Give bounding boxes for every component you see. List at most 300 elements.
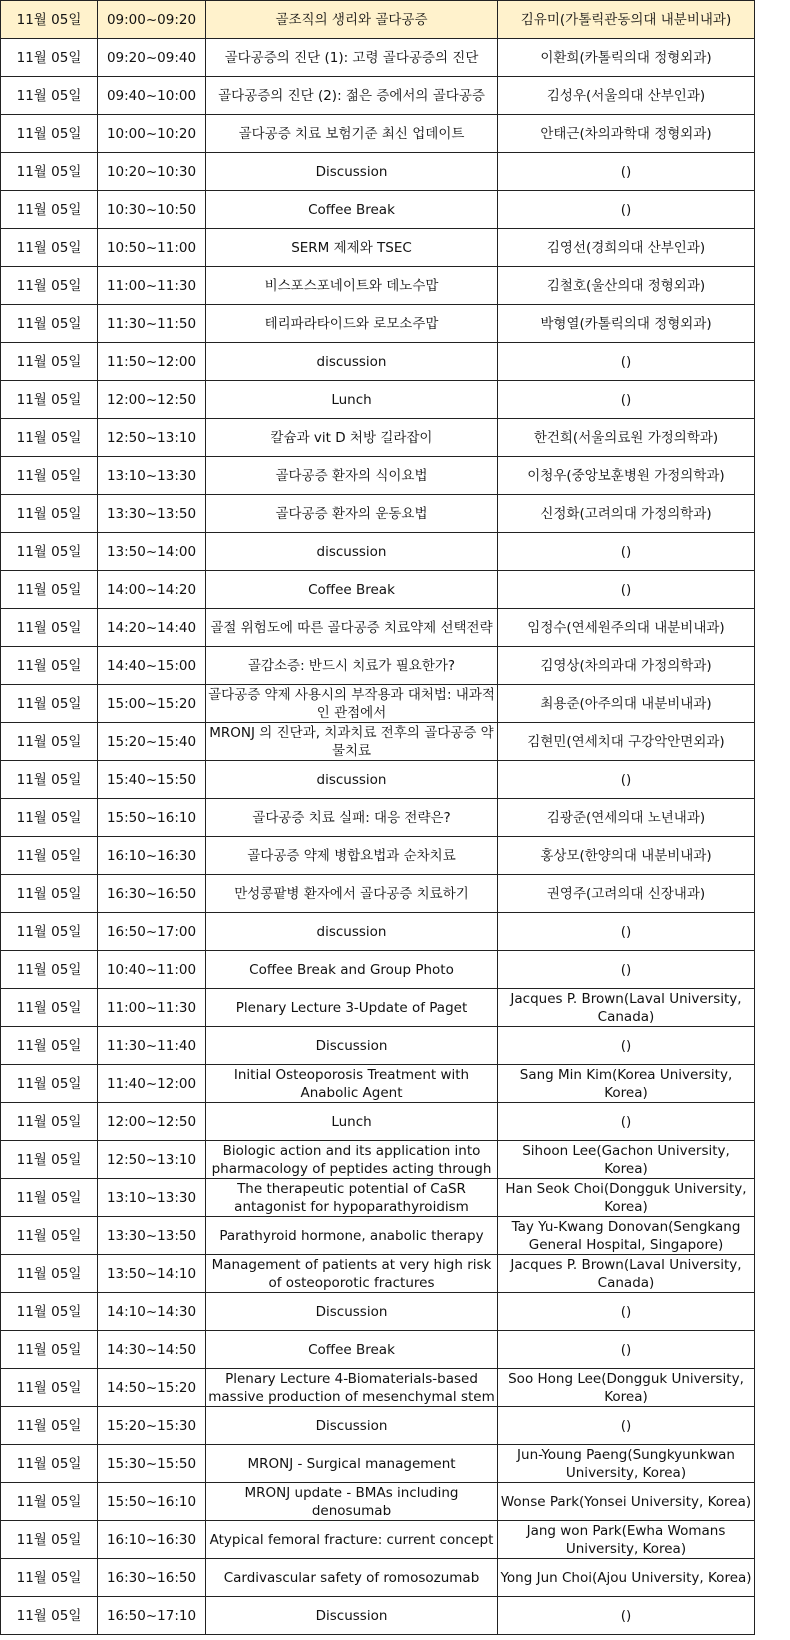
session-speaker: 김성우(서울의대 산부인과) — [546, 87, 706, 104]
session-date: 11월 05일 — [16, 505, 82, 522]
session-title-cell — [206, 1141, 498, 1179]
session-date: 11월 05일 — [16, 1531, 82, 1548]
session-date-cell — [1, 1255, 98, 1293]
session-title: MRONJ 의 진단과, 치과치료 전후의 골다공증 약물치료 — [209, 724, 494, 759]
session-date: 11월 05일 — [16, 923, 82, 940]
session-date: 11월 05일 — [16, 1607, 82, 1624]
session-time-cell — [98, 875, 206, 913]
session-title-cell — [206, 685, 498, 723]
session-time-cell — [98, 191, 206, 229]
session-date: 11월 05일 — [16, 49, 82, 66]
session-time-cell — [98, 267, 206, 305]
session-time: 15:20~15:40 — [106, 733, 197, 750]
session-time-cell — [98, 1407, 206, 1445]
session-speaker-cell — [498, 761, 755, 799]
schedule-row — [1, 1369, 755, 1407]
session-speaker-cell — [498, 533, 755, 571]
schedule-row — [1, 1331, 755, 1369]
session-time: 11:30~11:50 — [106, 315, 197, 332]
session-speaker: Han Seok Choi(Dongguk University, Korea) — [505, 1180, 747, 1215]
session-date-cell — [1, 1445, 98, 1483]
session-time-cell — [98, 685, 206, 723]
schedule-row — [1, 723, 755, 761]
session-date-cell — [1, 1103, 98, 1141]
session-date-cell — [1, 1331, 98, 1369]
session-title: Coffee Break — [308, 201, 395, 218]
session-speaker: 김현민(연세치대 구강악안면외과) — [527, 733, 725, 750]
schedule-row — [1, 1559, 755, 1597]
session-speaker-cell — [498, 913, 755, 951]
schedule-row — [1, 419, 755, 457]
session-date-cell — [1, 913, 98, 951]
session-date-cell — [1, 457, 98, 495]
session-speaker: 김영선(경희의대 산부인과) — [546, 239, 706, 256]
session-date: 11월 05일 — [16, 809, 82, 826]
schedule-row — [1, 1103, 755, 1141]
session-title-cell — [206, 989, 498, 1027]
session-speaker-cell — [498, 39, 755, 77]
session-speaker-cell — [498, 685, 755, 723]
session-time-cell — [98, 1445, 206, 1483]
session-time: 16:50~17:10 — [106, 1607, 197, 1624]
session-date-cell — [1, 419, 98, 457]
schedule-row — [1, 1217, 755, 1255]
session-date-cell — [1, 799, 98, 837]
session-date: 11월 05일 — [16, 1265, 82, 1282]
session-speaker: () — [620, 771, 632, 788]
session-time-cell — [98, 1103, 206, 1141]
session-title-cell — [206, 1, 498, 39]
session-time: 14:30~14:50 — [106, 1341, 197, 1358]
session-speaker-cell — [498, 457, 755, 495]
session-speaker-cell — [498, 1521, 755, 1559]
session-time: 11:50~12:00 — [106, 353, 197, 370]
schedule-row — [1, 495, 755, 533]
session-time: 11:40~12:00 — [106, 1075, 197, 1092]
session-speaker-cell — [498, 571, 755, 609]
session-speaker: Wonse Park(Yonsei University, Korea) — [500, 1493, 752, 1510]
session-speaker: 박형열(카톨릭의대 정형외과) — [540, 315, 712, 332]
session-speaker: () — [620, 1341, 632, 1358]
session-title-cell — [206, 381, 498, 419]
session-title: Coffee Break — [308, 581, 395, 598]
session-date: 11월 05일 — [16, 163, 82, 180]
session-speaker: () — [620, 1113, 632, 1130]
session-title-cell — [206, 1483, 498, 1521]
session-speaker-cell — [498, 1255, 755, 1293]
session-speaker-cell — [498, 267, 755, 305]
session-time: 15:30~15:50 — [106, 1455, 197, 1472]
session-title-cell — [206, 153, 498, 191]
session-time: 12:00~12:50 — [106, 391, 197, 408]
session-speaker: Jun-Young Paeng(Sungkyunkwan University, Korea) — [517, 1446, 735, 1481]
session-title-cell — [206, 1293, 498, 1331]
session-date: 11월 05일 — [16, 353, 82, 370]
session-time-cell — [98, 1559, 206, 1597]
session-title: 골다공증 약제 병합요법과 순차치료 — [247, 847, 456, 864]
session-title-cell — [206, 495, 498, 533]
session-title: MRONJ update - BMAs including denosumab — [244, 1484, 459, 1519]
schedule-row — [1, 115, 755, 153]
session-speaker-cell — [498, 875, 755, 913]
session-date-cell — [1, 761, 98, 799]
session-time-cell — [98, 495, 206, 533]
session-date: 11월 05일 — [16, 1493, 82, 1510]
session-time-cell — [98, 1597, 206, 1635]
session-speaker: () — [620, 1417, 632, 1434]
session-time-cell — [98, 609, 206, 647]
session-date-cell — [1, 837, 98, 875]
session-title-cell — [206, 1255, 498, 1293]
session-date-cell — [1, 1179, 98, 1217]
session-time: 10:00~10:20 — [106, 125, 197, 142]
session-speaker-cell — [498, 1331, 755, 1369]
session-speaker: () — [620, 581, 632, 598]
schedule-row — [1, 761, 755, 799]
session-date: 11월 05일 — [16, 1189, 82, 1206]
session-time-cell — [98, 1027, 206, 1065]
session-title: 테리파라타이드와 로모소주맙 — [264, 315, 439, 332]
session-title-cell — [206, 913, 498, 951]
session-speaker: 이환희(카톨릭의대 정형외과) — [540, 49, 712, 66]
session-title: Cardivascular safety of romosozumab — [223, 1569, 480, 1586]
schedule-row — [1, 685, 755, 723]
session-speaker: () — [620, 543, 632, 560]
schedule-row — [1, 1, 755, 39]
schedule-row — [1, 1179, 755, 1217]
session-time: 10:50~11:00 — [106, 239, 197, 256]
session-time: 16:30~16:50 — [106, 885, 197, 902]
session-title: 칼슘과 vit D 처방 길라잡이 — [270, 429, 433, 446]
session-date: 11월 05일 — [16, 581, 82, 598]
session-time: 11:00~11:30 — [106, 277, 197, 294]
session-title-cell — [206, 457, 498, 495]
session-speaker: 김광준(연세의대 노년내과) — [546, 809, 706, 826]
session-speaker: Jang won Park(Ewha Womans University, Korea) — [526, 1522, 726, 1557]
session-title-cell — [206, 837, 498, 875]
session-title-cell — [206, 191, 498, 229]
session-speaker: Soo Hong Lee(Dongguk University, Korea) — [508, 1370, 744, 1405]
session-title: Management of patients at very high risk of osteoporotic fractures — [211, 1256, 492, 1291]
session-date-cell — [1, 115, 98, 153]
session-date-cell — [1, 305, 98, 343]
session-speaker: () — [620, 1037, 632, 1054]
session-title: discussion — [316, 923, 387, 940]
session-speaker-cell — [498, 1483, 755, 1521]
session-time: 10:20~10:30 — [106, 163, 197, 180]
session-time: 15:50~16:10 — [106, 809, 197, 826]
session-speaker-cell — [498, 343, 755, 381]
session-date: 11월 05일 — [16, 315, 82, 332]
session-date: 11월 05일 — [16, 1455, 82, 1472]
session-time-cell — [98, 761, 206, 799]
session-title-cell — [206, 39, 498, 77]
session-date-cell — [1, 685, 98, 723]
session-title: Biologic action and its application into pharmacology of peptides acting through — [211, 1142, 492, 1177]
session-date-cell — [1, 267, 98, 305]
session-time-cell — [98, 799, 206, 837]
schedule-row — [1, 837, 755, 875]
session-title: Coffee Break and Group Photo — [249, 961, 454, 978]
session-time: 14:20~14:40 — [106, 619, 197, 636]
session-time-cell — [98, 419, 206, 457]
session-date-cell — [1, 229, 98, 267]
session-date: 11월 05일 — [16, 695, 82, 712]
session-title-cell — [206, 1065, 498, 1103]
session-title: discussion — [316, 353, 387, 370]
session-title: Lunch — [331, 391, 372, 408]
session-time-cell — [98, 533, 206, 571]
session-title-cell — [206, 1445, 498, 1483]
session-time-cell — [98, 837, 206, 875]
session-time: 16:10~16:30 — [106, 847, 197, 864]
schedule-row — [1, 1521, 755, 1559]
session-date-cell — [1, 343, 98, 381]
session-title: 만성콩팥병 환자에서 골다공증 치료하기 — [234, 885, 469, 902]
session-time-cell — [98, 723, 206, 761]
session-speaker-cell — [498, 647, 755, 685]
session-time-cell — [98, 305, 206, 343]
session-title: 골다공증 치료 보험기준 최신 업데이트 — [238, 125, 465, 142]
session-date: 11월 05일 — [16, 1075, 82, 1092]
session-title-cell — [206, 799, 498, 837]
session-time: 14:00~14:20 — [106, 581, 197, 598]
session-speaker: () — [620, 1607, 632, 1624]
session-speaker-cell — [498, 381, 755, 419]
session-time: 09:00~09:20 — [106, 11, 197, 28]
session-speaker-cell — [498, 153, 755, 191]
schedule-row — [1, 799, 755, 837]
session-date: 11월 05일 — [16, 961, 82, 978]
session-speaker-cell — [498, 1217, 755, 1255]
session-time-cell — [98, 1217, 206, 1255]
session-speaker-cell — [498, 1559, 755, 1597]
session-time: 13:50~14:00 — [106, 543, 197, 560]
session-date-cell — [1, 1141, 98, 1179]
session-speaker-cell — [498, 1293, 755, 1331]
session-speaker-cell — [498, 1407, 755, 1445]
schedule-row — [1, 989, 755, 1027]
session-speaker: 김철호(울산의대 정형외과) — [546, 277, 706, 294]
schedule-row — [1, 875, 755, 913]
session-speaker: Sang Min Kim(Korea University, Korea) — [519, 1066, 733, 1101]
session-title-cell — [206, 1103, 498, 1141]
session-date-cell — [1, 1597, 98, 1635]
session-title: Lunch — [331, 1113, 372, 1130]
session-date-cell — [1, 533, 98, 571]
session-title: Discussion — [315, 1417, 388, 1434]
session-time: 13:50~14:10 — [106, 1265, 197, 1282]
session-time: 12:00~12:50 — [106, 1113, 197, 1130]
session-date-cell — [1, 951, 98, 989]
session-title: Discussion — [315, 163, 388, 180]
schedule-row — [1, 229, 755, 267]
session-title: Atypical femoral fracture: current concept — [209, 1531, 494, 1548]
session-date: 11월 05일 — [16, 543, 82, 560]
session-date: 11월 05일 — [16, 1379, 82, 1396]
session-date: 11월 05일 — [16, 885, 82, 902]
session-title: discussion — [316, 771, 387, 788]
session-time: 16:30~16:50 — [106, 1569, 197, 1586]
session-speaker: 권영주(고려의대 신장내과) — [546, 885, 706, 902]
schedule-row — [1, 457, 755, 495]
session-time: 12:50~13:10 — [106, 429, 197, 446]
session-time-cell — [98, 153, 206, 191]
session-date: 11월 05일 — [16, 1037, 82, 1054]
session-speaker-cell — [498, 1027, 755, 1065]
session-date-cell — [1, 495, 98, 533]
session-speaker: () — [620, 1303, 632, 1320]
session-speaker: () — [620, 961, 632, 978]
schedule-row — [1, 267, 755, 305]
session-speaker-cell — [498, 989, 755, 1027]
session-date: 11월 05일 — [16, 277, 82, 294]
session-time: 15:50~16:10 — [106, 1493, 197, 1510]
session-speaker: 한건희(서울의료원 가정의학과) — [533, 429, 719, 446]
session-date-cell — [1, 571, 98, 609]
session-title: Initial Osteoporosis Treatment with Anabolic Agent — [233, 1066, 470, 1101]
session-date: 11월 05일 — [16, 467, 82, 484]
session-date-cell — [1, 723, 98, 761]
schedule-row — [1, 1445, 755, 1483]
schedule-body — [1, 1, 755, 1635]
session-title: Plenary Lecture 3-Update of Paget — [235, 999, 468, 1016]
session-time-cell — [98, 1293, 206, 1331]
session-title-cell — [206, 1597, 498, 1635]
schedule-row — [1, 1255, 755, 1293]
schedule-row — [1, 533, 755, 571]
session-speaker: 신정화(고려의대 가정의학과) — [540, 505, 712, 522]
session-title-cell — [206, 1407, 498, 1445]
session-speaker-cell — [498, 1, 755, 39]
session-speaker: Yong Jun Choi(Ajou University, Korea) — [500, 1569, 752, 1586]
schedule-row — [1, 381, 755, 419]
session-date-cell — [1, 1, 98, 39]
session-title-cell — [206, 875, 498, 913]
session-speaker: 안태근(차의과학대 정형외과) — [540, 125, 712, 142]
schedule-row — [1, 305, 755, 343]
session-speaker-cell — [498, 837, 755, 875]
session-date-cell — [1, 381, 98, 419]
session-title: Discussion — [315, 1037, 388, 1054]
schedule-row — [1, 1141, 755, 1179]
session-date-cell — [1, 1065, 98, 1103]
session-title: 골감소증: 반드시 치료가 필요한가? — [247, 657, 456, 674]
session-date: 11월 05일 — [16, 771, 82, 788]
session-date-cell — [1, 191, 98, 229]
session-time: 10:30~10:50 — [106, 201, 197, 218]
session-speaker-cell — [498, 1065, 755, 1103]
session-speaker: Jacques P. Brown(Laval University, Canada) — [510, 990, 742, 1025]
session-title: 골다공증 약제 사용시의 부작용과 대처법: 내과적인 관점에서 — [208, 686, 495, 721]
session-time: 09:40~10:00 — [106, 87, 197, 104]
session-time: 15:40~15:50 — [106, 771, 197, 788]
session-time-cell — [98, 229, 206, 267]
session-speaker: () — [620, 163, 632, 180]
session-speaker-cell — [498, 191, 755, 229]
session-speaker: Tay Yu-Kwang Donovan(Sengkang General Hospital, Singapore) — [511, 1218, 741, 1253]
schedule-row — [1, 77, 755, 115]
session-speaker: 이청우(중앙보훈병원 가정의학과) — [527, 467, 725, 484]
session-time: 15:20~15:30 — [106, 1417, 197, 1434]
schedule-row — [1, 571, 755, 609]
session-time-cell — [98, 77, 206, 115]
schedule-row — [1, 1597, 755, 1635]
session-time-cell — [98, 1, 206, 39]
session-time: 11:00~11:30 — [106, 999, 197, 1016]
session-time-cell — [98, 1255, 206, 1293]
session-speaker: 김유미(가톨릭관동의대 내분비내과) — [520, 11, 732, 28]
session-date-cell — [1, 77, 98, 115]
schedule-row — [1, 153, 755, 191]
session-date: 11월 05일 — [16, 125, 82, 142]
session-title-cell — [206, 1217, 498, 1255]
session-title: Parathyroid hormone, anabolic therapy — [219, 1227, 484, 1244]
session-time: 14:40~15:00 — [106, 657, 197, 674]
schedule-row — [1, 343, 755, 381]
session-title: 골조직의 생리와 골다공증 — [275, 11, 428, 28]
session-speaker-cell — [498, 419, 755, 457]
session-speaker: Sihoon Lee(Gachon University, Korea) — [522, 1142, 730, 1177]
session-time-cell — [98, 39, 206, 77]
schedule-row — [1, 1407, 755, 1445]
schedule-row — [1, 191, 755, 229]
session-date: 11월 05일 — [16, 1227, 82, 1244]
session-time-cell — [98, 647, 206, 685]
session-date: 11월 05일 — [16, 1569, 82, 1586]
session-title-cell — [206, 571, 498, 609]
schedule-row — [1, 1293, 755, 1331]
session-speaker-cell — [498, 799, 755, 837]
session-time: 14:50~15:20 — [106, 1379, 197, 1396]
session-speaker-cell — [498, 1369, 755, 1407]
session-title-cell — [206, 723, 498, 761]
session-title: discussion — [316, 543, 387, 560]
session-time-cell — [98, 457, 206, 495]
session-time-cell — [98, 1065, 206, 1103]
schedule-row — [1, 1065, 755, 1103]
session-title-cell — [206, 1027, 498, 1065]
session-speaker-cell — [498, 1445, 755, 1483]
session-title-cell — [206, 343, 498, 381]
session-date: 11월 05일 — [16, 201, 82, 218]
session-time-cell — [98, 571, 206, 609]
session-date-cell — [1, 153, 98, 191]
schedule-row — [1, 951, 755, 989]
session-time: 12:50~13:10 — [106, 1151, 197, 1168]
session-time-cell — [98, 913, 206, 951]
session-title: 골절 위험도에 따른 골다공증 치료약제 선택전략 — [210, 619, 493, 636]
session-date-cell — [1, 1483, 98, 1521]
session-time-cell — [98, 1331, 206, 1369]
session-date-cell — [1, 1217, 98, 1255]
session-speaker: 임정수(연세원주의대 내분비내과) — [527, 619, 725, 636]
session-time-cell — [98, 343, 206, 381]
session-date-cell — [1, 1521, 98, 1559]
session-time-cell — [98, 381, 206, 419]
session-time-cell — [98, 1369, 206, 1407]
session-speaker-cell — [498, 1141, 755, 1179]
session-speaker: () — [620, 923, 632, 940]
session-title-cell — [206, 1331, 498, 1369]
session-date: 11월 05일 — [16, 391, 82, 408]
session-title-cell — [206, 1521, 498, 1559]
session-title-cell — [206, 609, 498, 647]
session-time-cell — [98, 951, 206, 989]
session-title: MRONJ - Surgical management — [247, 1455, 456, 1472]
session-title-cell — [206, 761, 498, 799]
session-date-cell — [1, 1027, 98, 1065]
